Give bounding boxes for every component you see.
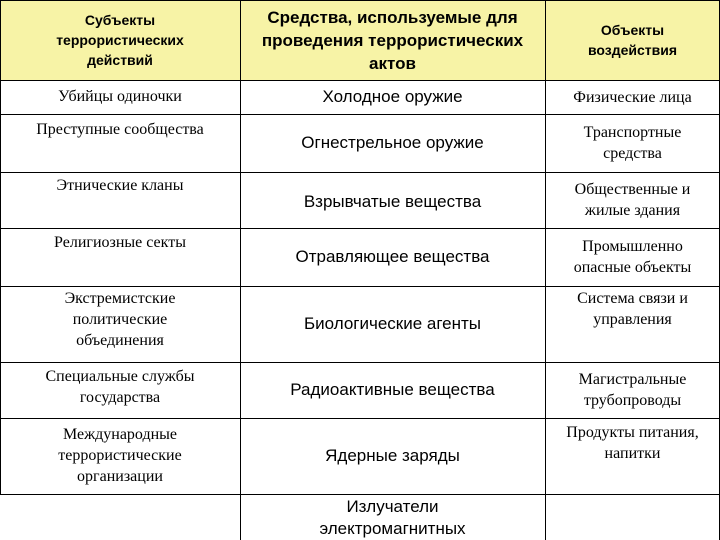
row-divider [0,114,720,115]
subject-cell [0,286,240,362]
means-text: Отравляющее вещества [295,247,490,266]
object-cell [545,114,720,172]
means-cell [240,494,545,540]
subject-text: Экстремистские политические объединения [64,290,176,349]
object-text: Система связи и управления [577,290,688,328]
subject-cell [0,80,240,114]
subject-text: Этнические кланы [56,177,184,194]
object-text: Физические лица [573,88,692,106]
subject-text: Убийцы одиночки [58,88,182,105]
means-text: Радиоактивные вещества [290,380,495,399]
object-text: Продукты питания, напитки [566,424,699,462]
object-text: Промышленно опасные объекты [573,238,692,276]
header-subjects [0,0,240,80]
header-objects [545,0,720,80]
object-text: Транспортные средства [583,124,682,162]
means-cell [240,228,545,286]
means-text: Излучатели электромагнитных [319,497,466,538]
means-cell [240,172,545,228]
means-cell [240,286,545,362]
row-divider [0,172,720,173]
object-cell [545,228,720,286]
row-divider [0,286,720,287]
row-divider [0,494,720,495]
row-divider [0,0,720,1]
header-subjects-text: Субъекты террористических действий [56,12,184,68]
object-cell [545,362,720,418]
column-divider [240,0,241,540]
means-cell [240,418,545,494]
means-text: Холодное оружие [322,87,463,106]
subject-text: Международные террористические организации [58,426,182,485]
means-text: Биологические агенты [303,314,482,333]
means-text: Огнестрельное оружие [301,133,484,152]
subject-cell [0,114,240,172]
column-divider [545,0,546,540]
subject-cell [0,172,240,228]
object-text: Магистральные трубопроводы [578,371,687,409]
subject-cell [0,418,240,494]
subject-cell [0,362,240,418]
means-text: Ядерные заряды [325,446,460,465]
row-divider [0,228,720,229]
row-divider [0,418,720,419]
subject-text: Специальные службы государства [45,368,195,406]
header-means [240,0,545,80]
means-cell [240,80,545,114]
object-text: Общественные и жилые здания [574,181,691,219]
object-cell [545,172,720,228]
object-cell [545,80,720,114]
subject-cell [0,228,240,286]
header-objects-text: Объекты воздействия [587,22,678,58]
means-text: Взрывчатые вещества [303,192,482,211]
means-cell [240,114,545,172]
object-cell [545,418,720,494]
subject-text: Преступные сообщества [36,121,204,138]
object-cell [545,286,720,362]
means-cell [240,362,545,418]
header-means-text: Средства, используемые для проведения террористических актов [261,7,524,73]
row-divider [0,362,720,363]
subject-text: Религиозные секты [54,234,186,251]
table-border-left [0,0,1,494]
row-divider [0,80,720,81]
